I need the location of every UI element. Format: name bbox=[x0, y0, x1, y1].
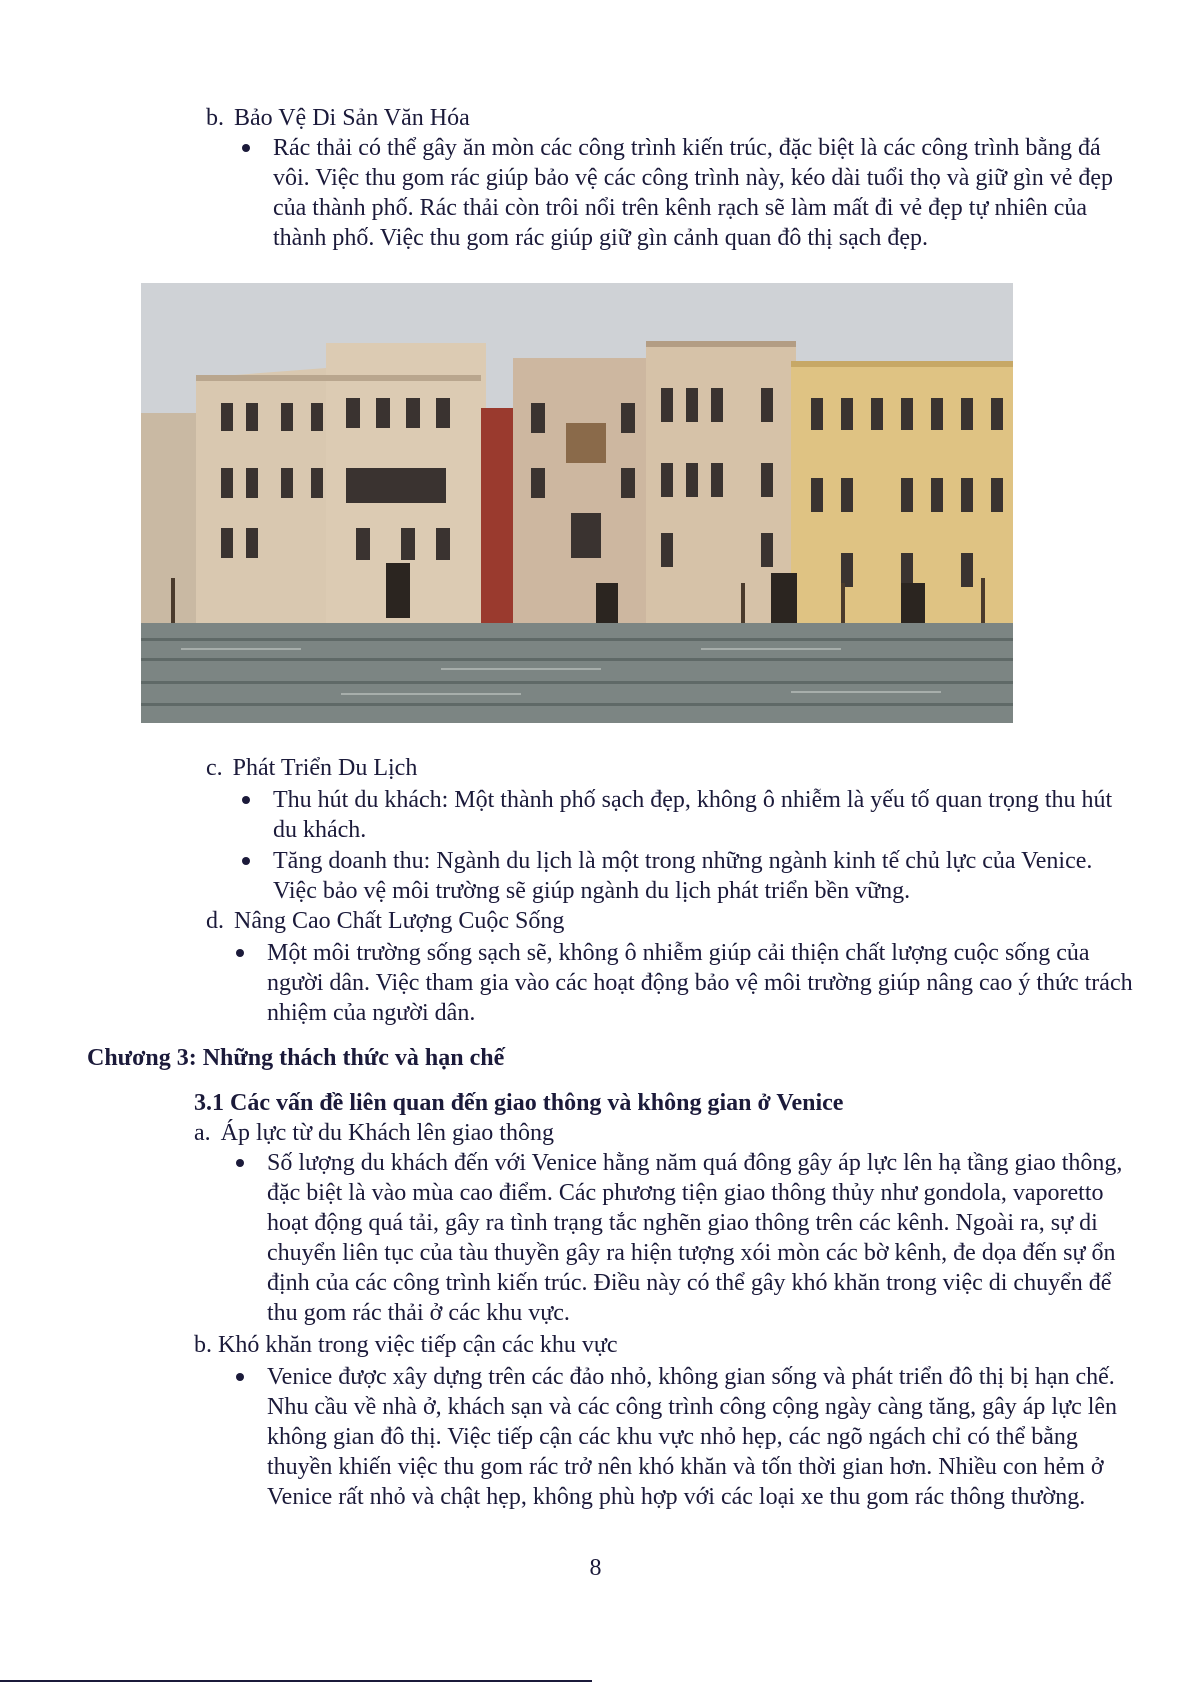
section-3-1-title: 3.1 Các vấn đề liên quan đến giao thông và không gian ở Venice bbox=[194, 1090, 844, 1116]
footer-divider bbox=[0, 1680, 592, 1682]
section-b-bullet bbox=[244, 133, 1134, 253]
section-d-bullet bbox=[238, 938, 1138, 1028]
section-b-title: Bảo Vệ Di Sản Văn Hóa bbox=[234, 105, 470, 131]
bullet-icon bbox=[242, 144, 250, 152]
section-c-heading bbox=[206, 753, 417, 783]
bullet-icon bbox=[236, 1159, 244, 1167]
bullet-text: Rác thải có thể gây ăn mòn các công trình kiến trúc, đặc biệt là các công trình bằng đá vôi. Việc thu gom rác giúp bảo vệ các công trình này, kéo dài tuổi thọ và giữ gìn vẻ đẹp của thành phố. Rác thải còn trôi nổi trên kênh rạch sẽ làm mất đi vẻ đẹp tự nhiên của thành phố. Việc thu gom rác giúp giữ gìn cảnh quan đô thị sạch đẹp. bbox=[273, 135, 1114, 251]
item-a-marker: a. bbox=[194, 1120, 211, 1146]
section-c-bullet-1 bbox=[244, 785, 1134, 845]
item-b-bullet bbox=[238, 1362, 1138, 1512]
page-number: 8 bbox=[589, 1555, 602, 1581]
item-b-title: b. Khó khăn trong việc tiếp cận các khu vực bbox=[194, 1332, 618, 1358]
section-c-marker: c. bbox=[206, 755, 223, 781]
item-b-heading bbox=[194, 1330, 618, 1360]
bullet-text: Venice được xây dựng trên các đảo nhỏ, không gian sống và phát triển đô thị bị hạn chế. Nhu cầu về nhà ở, khách sạn và các công trình công cộng ngày càng tăng, gây áp lực lên không gian đô thị. Việc tiếp cận các khu vực nhỏ hẹp, các ngõ ngách chỉ có thể bằng thuyền khiến việc thu gom rác trở nên khó khăn và tốn thời gian hơn. Nhiều con hẻm ở Venice rất nhỏ và chật hẹp, không phù hợp với các loại xe thu gom rác thông thường. bbox=[267, 1364, 1118, 1510]
section-d-marker: d. bbox=[206, 908, 224, 934]
bullet-icon bbox=[242, 796, 250, 804]
item-a-heading bbox=[194, 1118, 554, 1148]
section-c-bullet-2 bbox=[244, 846, 1134, 906]
section-d-heading bbox=[206, 906, 564, 936]
section-d-title: Nâng Cao Chất Lượng Cuộc Sống bbox=[234, 908, 565, 934]
item-a-title: Áp lực từ du Khách lên giao thông bbox=[220, 1120, 554, 1146]
bullet-text: Thu hút du khách: Một thành phố sạch đẹp, không ô nhiễm là yếu tố quan trọng thu hút du khách. bbox=[273, 787, 1113, 843]
venice-canal-photo bbox=[141, 283, 1013, 723]
section-c-title: Phát Triển Du Lịch bbox=[232, 755, 418, 781]
chapter-3-title: Chương 3: Những thách thức và hạn chế bbox=[87, 1045, 505, 1071]
bullet-text: Số lượng du khách đến với Venice hằng năm quá đông gây áp lực lên hạ tầng giao thông, đặc biệt là vào mùa cao điểm. Các phương tiện giao thông thủy như gondola, vaporetto hoạt động quá tải, gây ra tình trạng tắc nghẽn giao thông trên các kênh. Ngoài ra, sự di chuyển liên tục của tàu thuyền gây ra hiện tượng xói mòn các bờ kênh, đe dọa đến sự ổn định của các công trình kiến trúc. Điều này có thể gây khó khăn trong việc di chuyển để thu gom rác thải ở các khu vực. bbox=[267, 1150, 1123, 1326]
bullet-text: Tăng doanh thu: Ngành du lịch là một trong những ngành kinh tế chủ lực của Venice. Việc bảo vệ môi trường sẽ giúp ngành du lịch phát triển bền vững. bbox=[273, 848, 1093, 904]
bullet-icon bbox=[236, 949, 244, 957]
bullet-text: Một môi trường sống sạch sẽ, không ô nhiễm giúp cải thiện chất lượng cuộc sống của người dân. Việc tham gia vào các hoạt động bảo vệ môi trường giúp nâng cao ý thức trách nhiệm của người dân. bbox=[267, 940, 1133, 1026]
bullet-icon bbox=[242, 857, 250, 865]
section-b-marker: b. bbox=[206, 105, 224, 131]
bullet-icon bbox=[236, 1373, 244, 1381]
item-a-bullet bbox=[238, 1148, 1138, 1328]
section-b-heading bbox=[206, 103, 470, 133]
